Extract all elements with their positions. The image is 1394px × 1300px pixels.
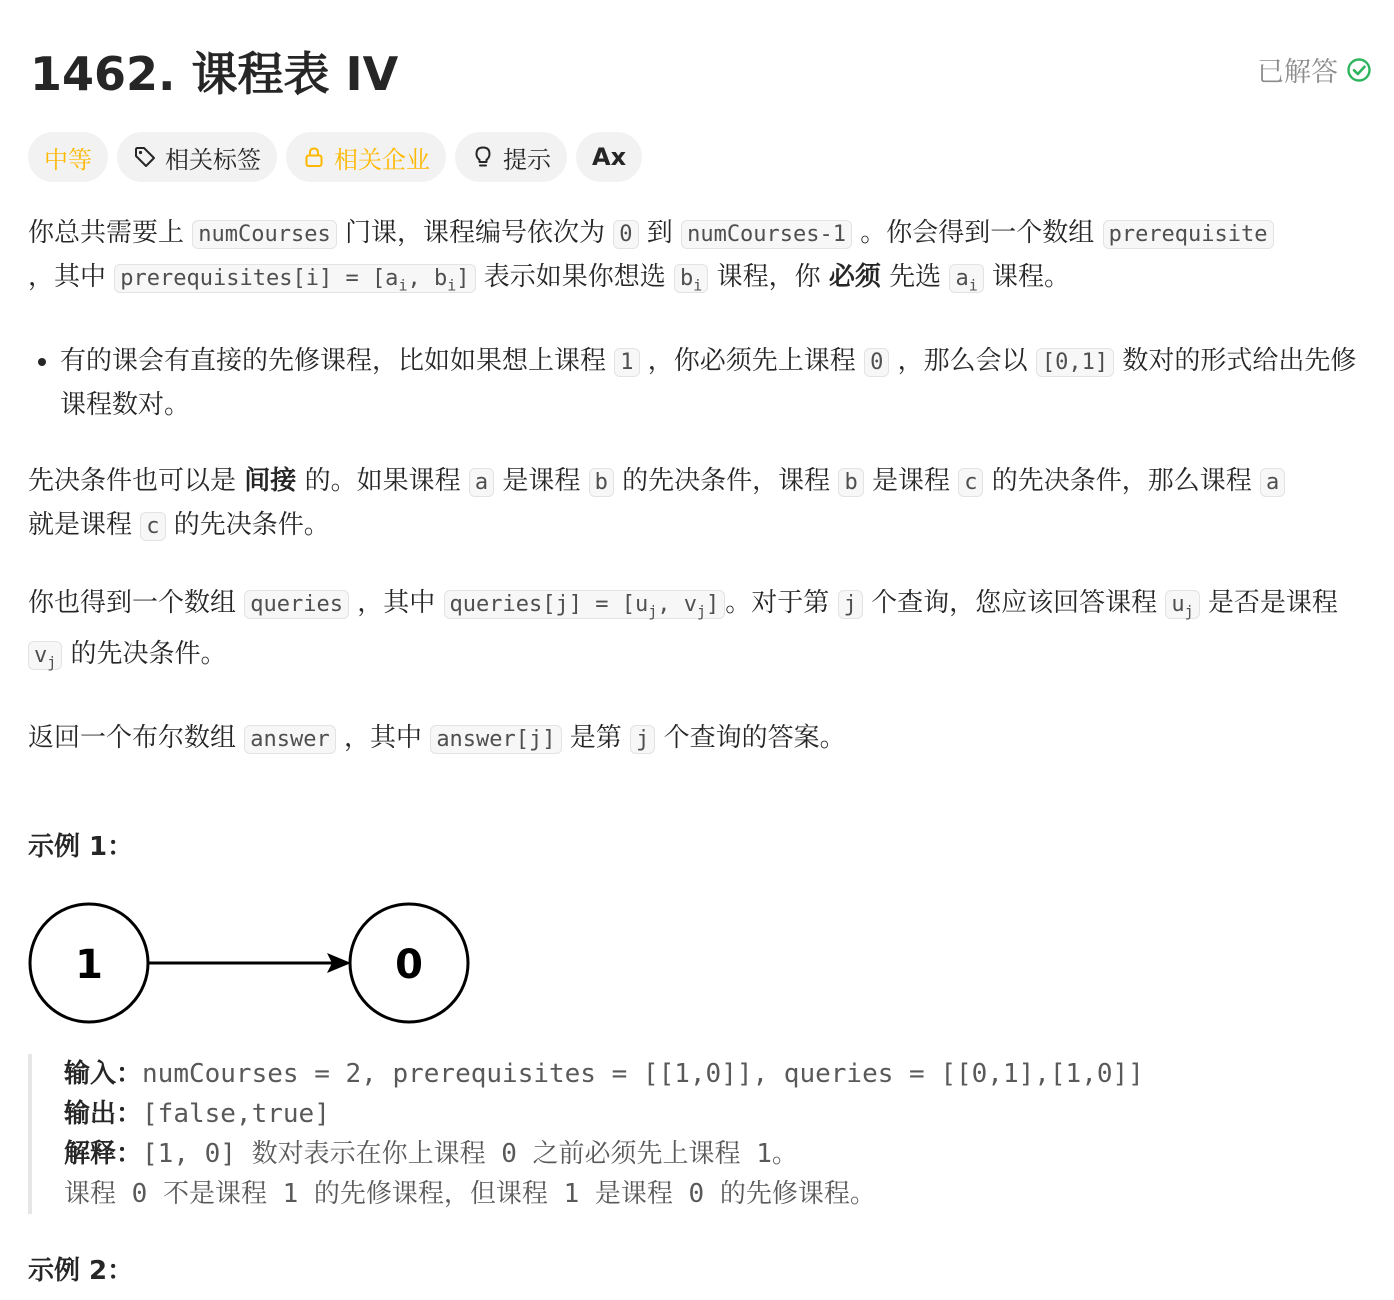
text: 是课程 <box>871 466 950 497</box>
inline-code: 0 <box>864 348 889 377</box>
text: ，那么会以 <box>897 346 1028 377</box>
description-paragraph-3 <box>28 582 1368 683</box>
code-sub: i <box>398 276 408 295</box>
text: 的先决条件。 <box>70 638 227 669</box>
solved-status <box>1257 50 1372 89</box>
inline-code <box>28 641 62 670</box>
explain-label: 解释： <box>64 1139 143 1169</box>
text: 你也得到一个数组 <box>28 588 237 619</box>
difficulty-label: 中等 <box>44 145 92 174</box>
example-1-graph <box>28 902 472 1024</box>
code-text: , b <box>407 266 448 291</box>
text: 门课，课程编号依次为 <box>345 218 606 248</box>
text: 到 <box>646 218 673 248</box>
description-paragraph-1 <box>28 212 1368 306</box>
text: ，其中 <box>28 262 107 292</box>
graph-node-0-label: 0 <box>395 942 423 988</box>
description-paragraph-2 <box>28 460 1368 548</box>
input-value: numCourses = 2, prerequisites = [[1,0]], queries = [[0,1],[1,0]] <box>142 1059 1144 1089</box>
text: 课程，你 <box>716 262 821 292</box>
code-text: queries[j] = [u <box>449 592 649 618</box>
inline-code: prerequisite <box>1103 220 1274 249</box>
translate-icon: Ax <box>592 143 627 171</box>
inline-code: answer[j] <box>430 725 561 754</box>
inline-code: j <box>630 725 655 754</box>
input-label: 输入： <box>64 1059 143 1089</box>
inline-code <box>114 264 475 293</box>
related-companies-label: 相关企业 <box>334 145 430 174</box>
text: 你总共需要上 <box>28 218 185 248</box>
tag-bar <box>28 132 642 182</box>
text: 是课程 <box>502 466 581 497</box>
text: 的。如果课程 <box>304 466 461 497</box>
inline-code: b <box>589 468 614 497</box>
inline-code: a <box>469 468 494 497</box>
text: 个查询，您应该回答课程 <box>871 588 1158 619</box>
explain-value: [1, 0] 数对表示在你上课程 0 之前必须先上课程 1。 <box>142 1139 798 1169</box>
output-value: [false,true] <box>142 1099 330 1129</box>
bullet-list <box>28 340 1368 426</box>
text: 是否是课程 <box>1207 588 1338 619</box>
text: 就是课程 <box>28 510 133 541</box>
text: 的先决条件。 <box>173 510 330 541</box>
inline-code: answer <box>244 725 335 754</box>
list-item <box>60 340 1368 426</box>
inline-code: c <box>958 468 983 497</box>
related-companies-button[interactable] <box>286 132 446 182</box>
code-text: , v <box>657 592 698 618</box>
code-text: ] <box>706 592 720 618</box>
text: 。你会得到一个数组 <box>860 218 1095 248</box>
inline-code <box>1165 590 1199 619</box>
inline-code: 1 <box>614 348 639 377</box>
output-label: 输出： <box>64 1099 143 1129</box>
example-1-block <box>28 1054 1364 1214</box>
code-sub: j <box>47 653 57 672</box>
code-text: u <box>1171 592 1185 618</box>
example-explain-line-2: 课程 0 不是课程 1 的先修课程，但课程 1 是课程 0 的先修课程。 <box>64 1179 876 1209</box>
code-sub: j <box>697 602 707 621</box>
inline-code: a <box>1260 468 1285 497</box>
problem-title: 1462. 课程表 IV <box>30 47 399 101</box>
example-2-title: 示例 2： <box>28 1256 134 1286</box>
example-explain-line <box>64 1134 1364 1174</box>
inline-code: c <box>140 512 165 541</box>
code-sub: i <box>693 276 703 295</box>
hint-label: 提示 <box>503 145 551 174</box>
translate-button[interactable] <box>576 132 642 182</box>
code-sub: j <box>648 602 658 621</box>
hint-button[interactable] <box>455 132 567 182</box>
text: 个查询的答案。 <box>663 723 846 754</box>
difficulty-badge <box>28 132 108 182</box>
text: ，你必须先上课程 <box>647 346 856 377</box>
inline-code: numCourses-1 <box>681 220 852 249</box>
text: 是第 <box>569 723 622 754</box>
text: 数对的形式给出先修课程数对。 <box>60 346 1357 421</box>
check-circle-icon <box>1346 57 1372 83</box>
inline-code: 0 <box>613 220 638 249</box>
inline-code <box>949 264 983 293</box>
text: 。对于第 <box>725 588 830 619</box>
text: 有的课会有直接的先修课程，比如如果想上课程 <box>60 346 607 377</box>
related-tags-label: 相关标签 <box>165 145 261 174</box>
text: ，其中 <box>344 723 423 754</box>
inline-code: j <box>838 590 863 619</box>
code-text: v <box>34 642 48 668</box>
code-text: a <box>955 266 969 291</box>
inline-code: queries <box>244 590 349 619</box>
text: 先决条件也可以是 <box>28 466 237 497</box>
description-paragraph-4 <box>28 717 1368 761</box>
code-text: ] <box>456 266 470 291</box>
code-text: prerequisites[i] = [a <box>120 266 399 291</box>
text: 课程。 <box>991 262 1070 292</box>
text: 返回一个布尔数组 <box>28 723 237 754</box>
text: 的先决条件，课程 <box>622 466 831 497</box>
lock-icon <box>302 145 326 169</box>
text: 先选 <box>889 262 942 292</box>
related-tags-button[interactable] <box>117 132 277 182</box>
text: ，其中 <box>357 588 436 619</box>
inline-code <box>674 264 708 293</box>
bold-text: 间接 <box>244 466 297 497</box>
code-sub: i <box>447 276 457 295</box>
code-sub: i <box>968 276 978 295</box>
code-sub: j <box>1184 602 1194 621</box>
inline-code: numCourses <box>192 220 336 249</box>
problem-description <box>28 212 1368 761</box>
inline-code: b <box>838 468 863 497</box>
lightbulb-icon <box>471 145 495 169</box>
example-1-title: 示例 1： <box>28 832 134 862</box>
code-text: b <box>680 266 694 291</box>
text: 表示如果你想选 <box>483 262 666 292</box>
inline-code <box>444 590 726 619</box>
solved-label: 已解答 <box>1257 57 1338 88</box>
inline-code: [0,1] <box>1036 348 1114 377</box>
bold-text: 必须 <box>828 262 881 292</box>
example-output-line <box>64 1094 1364 1134</box>
text: 的先决条件，那么课程 <box>991 466 1252 497</box>
tag-icon <box>133 145 157 169</box>
example-input-line <box>64 1054 1364 1094</box>
graph-node-1-label: 1 <box>75 942 103 988</box>
